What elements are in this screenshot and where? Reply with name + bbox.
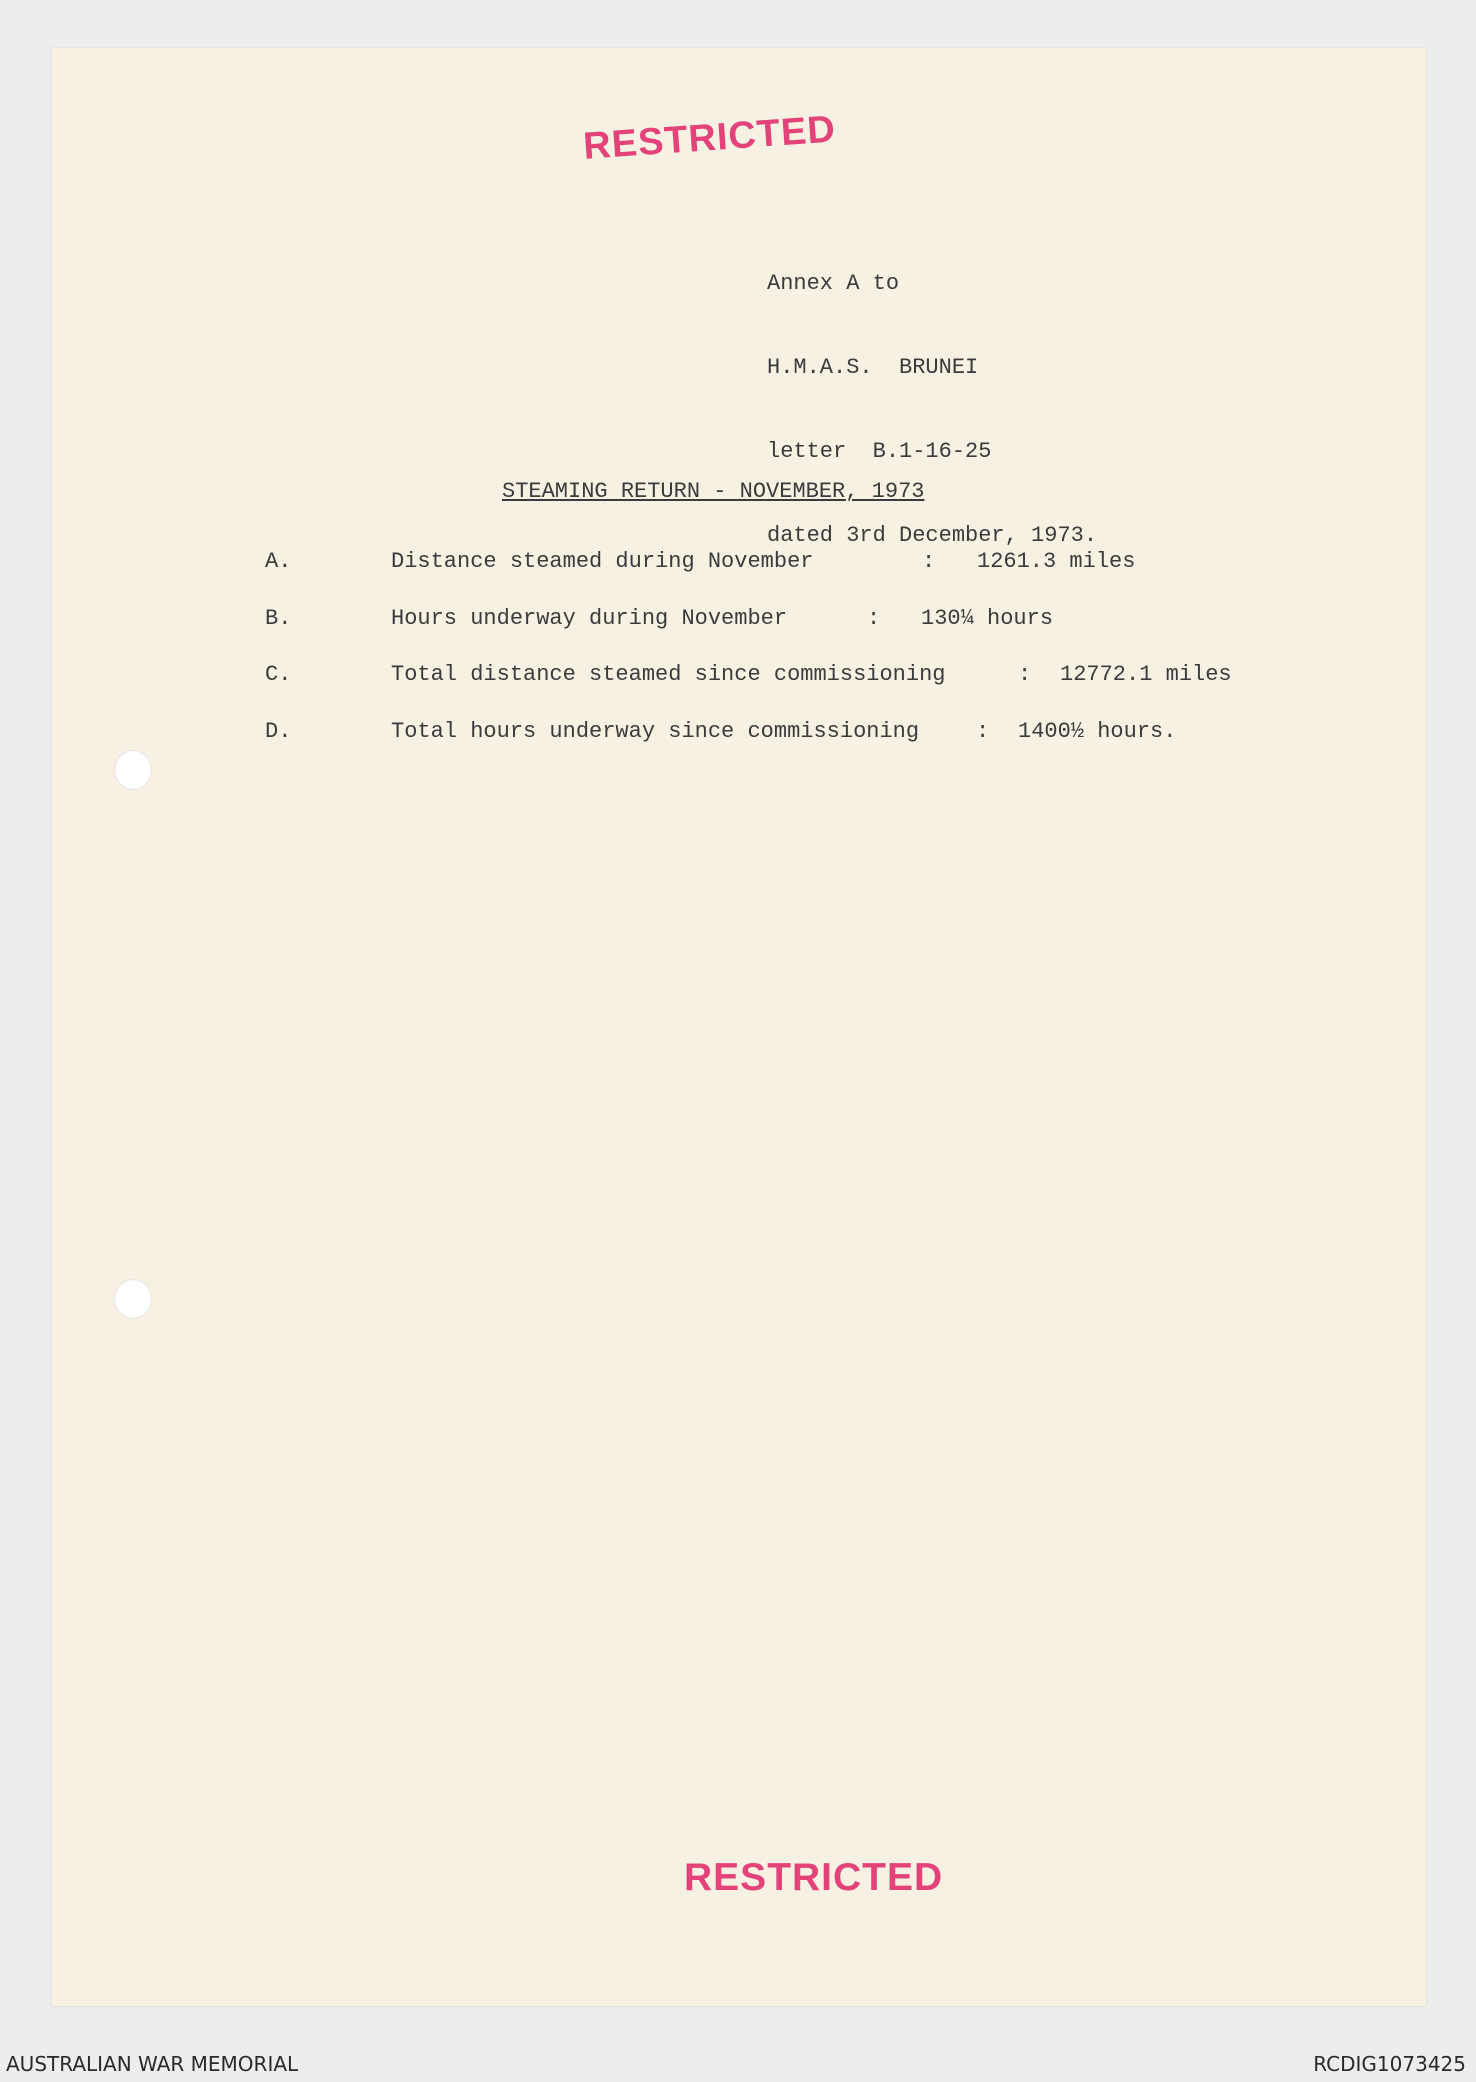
item-value: 1400½ hours. (1018, 719, 1177, 744)
punch-hole (114, 750, 152, 790)
reference-line: dated 3rd December, 1973. (767, 523, 1098, 548)
item-letter: D. (265, 719, 292, 744)
item-value: 12772.1 miles (1060, 662, 1232, 687)
item-separator: : (976, 719, 990, 744)
document-page (52, 48, 1426, 2006)
item-value: 1261.3 miles (977, 549, 1136, 574)
reference-line: letter B.1-16-25 (767, 439, 992, 464)
item-letter: B. (265, 606, 292, 631)
item-label: Total hours underway since commissioning (391, 719, 920, 744)
item-separator: : (1018, 662, 1032, 687)
document-title: STEAMING RETURN - NOVEMBER, 1973 (502, 479, 925, 504)
item-label: Hours underway during November (391, 606, 788, 631)
item-letter: A. (265, 549, 292, 574)
item-value: 130¼ hours (921, 606, 1054, 631)
restricted-stamp-bottom: RESTRICTED (684, 1856, 944, 1899)
item-letter: C. (265, 662, 292, 687)
reference-line: Annex A to (767, 271, 900, 296)
footer-record-id: RCDIG1073425 (1313, 2052, 1466, 2076)
item-label: Total distance steamed since commissioning (391, 662, 946, 687)
list-item (52, 719, 1177, 869)
reference-line: H.M.A.S. BRUNEI (767, 355, 979, 380)
item-label: Distance steamed during November (391, 549, 814, 574)
restricted-stamp-top: RESTRICTED (582, 108, 838, 168)
item-separator: : (867, 606, 881, 631)
footer-archive-name: AUSTRALIAN WAR MEMORIAL (6, 2052, 299, 2076)
punch-hole (114, 1279, 152, 1319)
item-separator: : (922, 549, 936, 574)
annex-reference (767, 214, 1097, 606)
